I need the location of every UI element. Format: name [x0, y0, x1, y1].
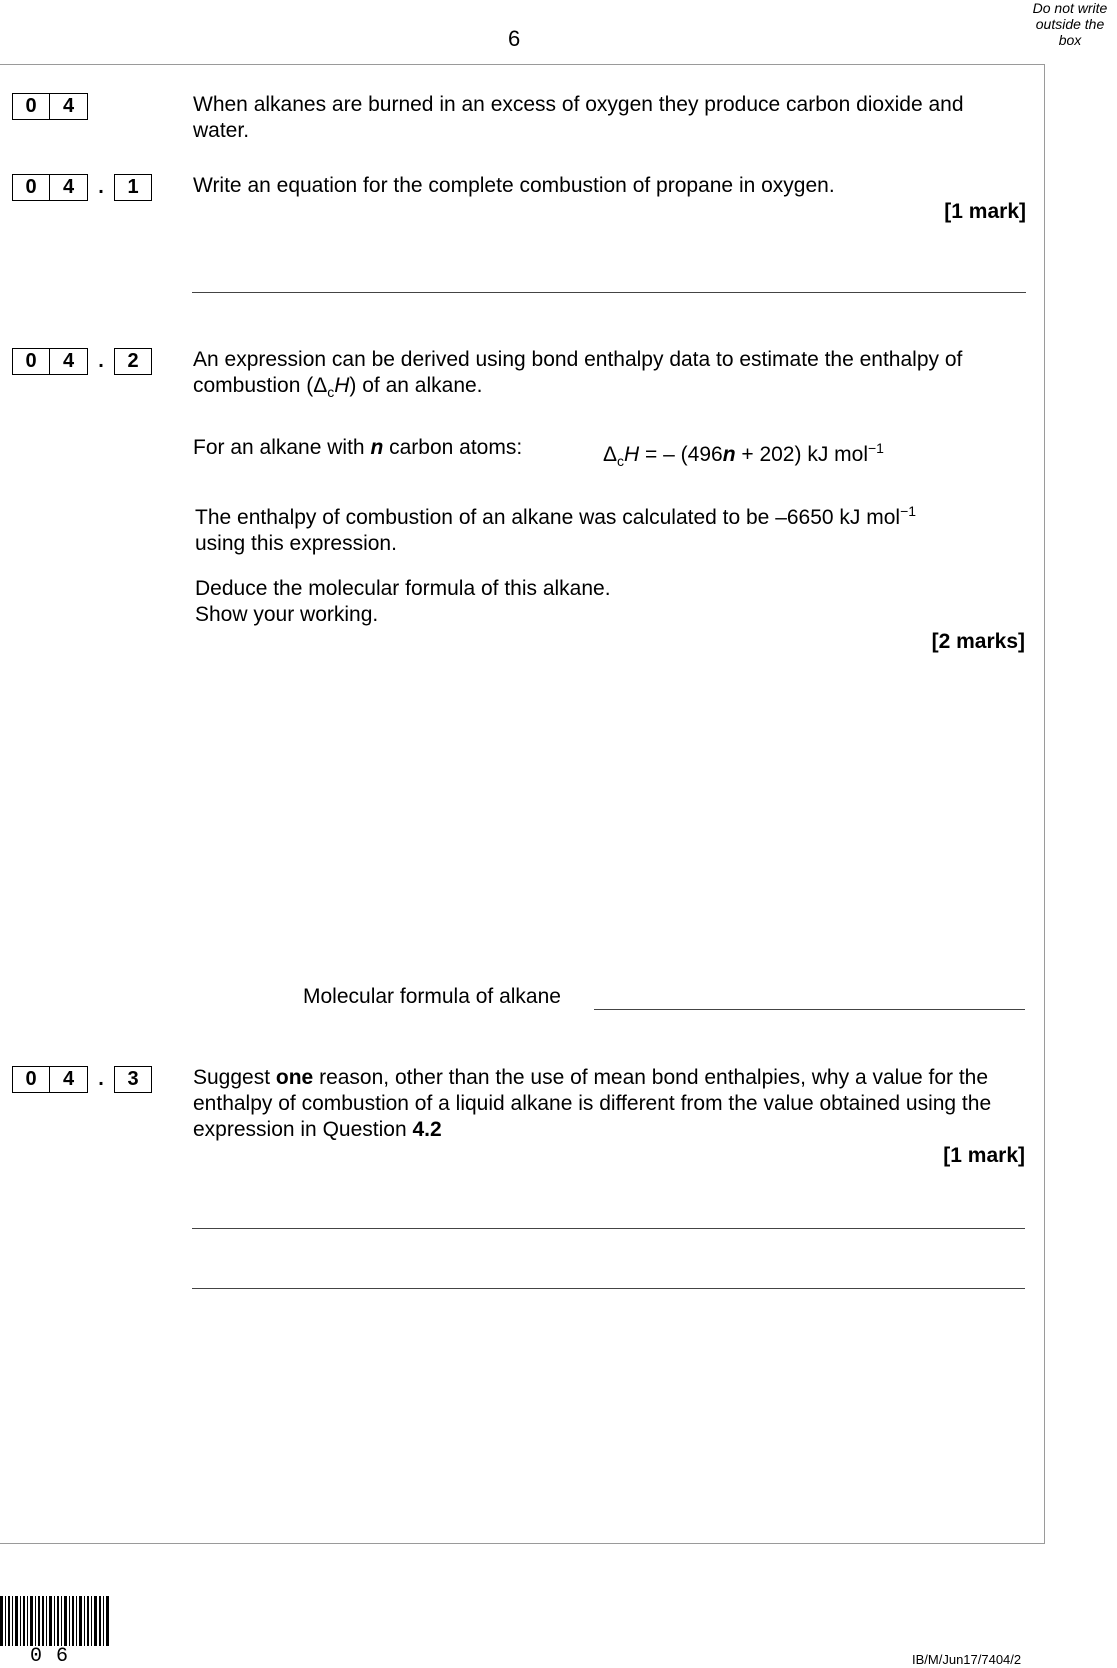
question-digit: 4: [50, 348, 88, 375]
q043-answer-line-2[interactable]: [192, 1288, 1025, 1289]
alkane-label-part: carbon atoms:: [383, 436, 523, 459]
question-number-04-1: [12, 173, 152, 202]
barcode-image: [0, 1596, 112, 1646]
question-dot: .: [98, 1068, 104, 1090]
paper-reference: IB/M/Jun17/7404/2: [912, 1652, 1022, 1667]
q042-deduce: Deduce the molecular formula of this alkane.: [195, 577, 611, 600]
question-digit: 0: [12, 174, 50, 201]
margin-note: Do not write outside the box: [1032, 0, 1108, 48]
question-reference: 4.2: [412, 1118, 442, 1141]
q043-text-part: reason, other than the use of mean bond enthalpies, why a value for the enthalpy of combustion of a liquid alkane is different from the value obtained using the expression in Question: [193, 1066, 992, 1141]
q041-text: Write an equation for the complete combustion of propane in oxygen.: [193, 174, 835, 197]
barcode-digits: 06: [30, 1645, 83, 1668]
question-dot: .: [98, 176, 104, 198]
delta-symbol: Δ: [603, 443, 618, 466]
q043-text-part: Suggest: [193, 1066, 276, 1089]
question-digit: 3: [114, 1066, 152, 1093]
subscript-c: c: [617, 453, 625, 470]
question-number-04-3: [12, 1065, 152, 1094]
q041-answer-line[interactable]: [192, 292, 1026, 293]
q042-intro: [193, 347, 1023, 405]
page-number: 6: [508, 26, 521, 51]
subscript-c: c: [327, 384, 335, 401]
paragraph-part: The enthalpy of combustion of an alkane was calculated to be –6650 kJ mol: [195, 506, 901, 529]
question-digit: 0: [12, 93, 50, 120]
question-number-04-2: [12, 347, 152, 376]
q043-emphasis: one: [275, 1066, 314, 1089]
q043-text: [193, 1065, 1031, 1143]
q042-intro-part: ) of an alkane.: [349, 374, 483, 397]
exponent: −1: [900, 503, 917, 519]
question-number-04: [12, 92, 88, 121]
q041-marks: [1 mark]: [944, 200, 1026, 223]
question-digit: 0: [12, 348, 50, 375]
question-digit: 2: [114, 348, 152, 375]
question-digit: 1: [114, 174, 152, 201]
n-symbol: n: [722, 443, 736, 466]
q042-paragraph: [195, 498, 1025, 557]
q042-working: Show your working.: [195, 603, 379, 626]
answer-frame: [0, 64, 1045, 1544]
alkane-label: [193, 435, 522, 461]
question-digit: 4: [50, 174, 88, 201]
answer-label: Molecular formula of alkane: [303, 985, 561, 1008]
question-digit: 0: [12, 1066, 50, 1093]
equation-part: = – (496: [639, 443, 723, 466]
q042-marks: [2 marks]: [931, 630, 1025, 653]
question-digit: 4: [50, 93, 88, 120]
q04-intro: When alkanes are burned in an excess of oxygen they produce carbon dioxide and water.: [193, 93, 964, 142]
q042-intro-part: An expression can be derived using bond enthalpy data to estimate the enthalpy of combustion (: [193, 348, 963, 397]
question-dot: .: [98, 350, 104, 372]
enthalpy-symbol: H: [624, 443, 640, 466]
paragraph-part: using this expression.: [195, 532, 397, 555]
alkane-label-part: For an alkane with: [193, 436, 371, 459]
enthalpy-equation: [603, 435, 884, 474]
enthalpy-symbol: H: [334, 374, 350, 397]
exponent: −1: [868, 440, 884, 456]
question-digit: 4: [50, 1066, 88, 1093]
delta-symbol: Δ: [313, 374, 328, 397]
q043-answer-line-1[interactable]: [192, 1228, 1025, 1229]
q042-answer-line[interactable]: [594, 1009, 1025, 1010]
q043-marks: [1 mark]: [943, 1144, 1025, 1167]
equation-part: + 202) kJ mol: [735, 443, 868, 466]
n-symbol: n: [370, 436, 384, 459]
